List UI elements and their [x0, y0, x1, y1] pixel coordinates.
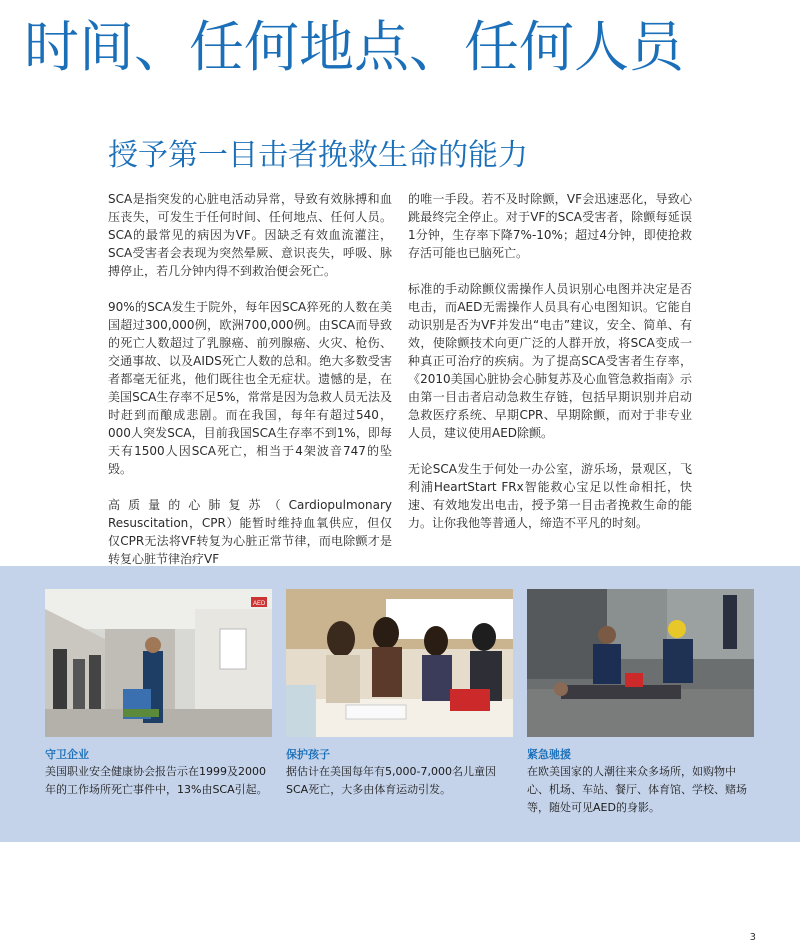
page-number: 3 — [749, 932, 756, 943]
paragraph: 的唯一手段。若不及时除颤，VF会迅速恶化，导致心跳最终完全停止。对于VF的SCA受害者，除颤每延误1分钟，生存率下降7%-10%；超过4分钟，即使抢救存活可能也已脑死亡。 — [408, 192, 692, 260]
section-subtitle: 授予第一目击者挽救生命的能力 — [108, 138, 528, 173]
card-body: 美国职业安全健康协会报告示在1999及2000年的工作场所死亡事件中，13%由SCA引起。 — [45, 765, 268, 796]
card-children — [286, 589, 513, 799]
left-text-column — [108, 190, 392, 586]
card-workplace — [45, 589, 272, 799]
aed-sign-text: AED — [253, 601, 266, 607]
card-title: 守卫企业 — [45, 748, 89, 761]
students-photo — [286, 589, 513, 737]
paragraph: SCA是指突发的心脏电活动异常，导致有效脉搏和血压丧失，可发生于任何时间、任何地点、任何人员。SCA的最常见的病因为VF。因缺乏有效血流灌注，SCA受害者会表现为突然晕厥、意识丧失，呼吸、脉搏停止，若几分钟内得不到救治便会死亡。 — [108, 192, 392, 278]
card-body: 据估计在美国每年有5,000-7,000名儿童因SCA死亡，大多由体育运动引发。 — [286, 765, 496, 796]
paragraph: 高质量的心肺复苏（Cardiopulmonary Resuscitation，CPR）能暂时维持血氧供应，但仅仅CPR无法将VF转复为心脏正常节律，而电除颤才是转复心脏节律治疗VF — [108, 498, 392, 566]
card-emergency — [527, 589, 754, 817]
right-text-column — [408, 190, 692, 550]
paragraph: 无论SCA发生于何处一办公室，游乐场，景观区，飞利浦HeartStart FRx智能救心宝足以性命相托，快速、有效地发出电击，授予第一目击者挽救生命的能力。让你我他等普通人，缔造不平凡的时刻。 — [408, 462, 692, 530]
workplace-photo — [45, 589, 272, 737]
page-title: 时间、任何地点、任何人员 — [24, 15, 685, 79]
paragraph: 标准的手动除颤仪需操作人员识别心电图并决定是否电击，而AED无需操作人员具有心电图知识。它能自动识别是否为VF并发出“电击”建议，安全、简单、有效，使除颤技术向更广泛的人群开放，将SCA变成一种真正可治疗的疾病。为了提高SCA受害者生存率，《2010美国心脏协会心肺复苏及心血管急救指南》示由第一目击者启动急救生存链，包括早期识别并启动急救医疗系统、早期CPR、早期除颤，而对于非专业人员，建议使用AED除颤。 — [408, 282, 692, 440]
card-body: 在欧美国家的人潮往来众多场所，如购物中心、机场、车站、餐厅、体育馆、学校、赌场等，随处可见AED的身影。 — [527, 765, 747, 814]
card-title: 保护孩子 — [286, 748, 330, 761]
emergency-photo — [527, 589, 754, 737]
paragraph: 90%的SCA发生于院外，每年因SCA猝死的人数在美国超过300,000例，欧洲700,000例。由SCA而导致的死亡人数超过了乳腺癌、前列腺癌、火灾、枪伤、交通事故、以及AIDS死亡人数的总和。绝大多数受害者都毫无征兆，他们既往也全无症状。遗憾的是，在美国SCA生存率不足5%，常常是因为急救人员无法及时赶到而酿成悲剧。而在我国，每年有超过540，000人突发SCA，目前我国SCA生存率不到1%，即每天有1500人因SCA死亡，相当于4架波音747的坠毁。 — [108, 300, 392, 476]
card-title: 紧急驰援 — [527, 748, 571, 761]
